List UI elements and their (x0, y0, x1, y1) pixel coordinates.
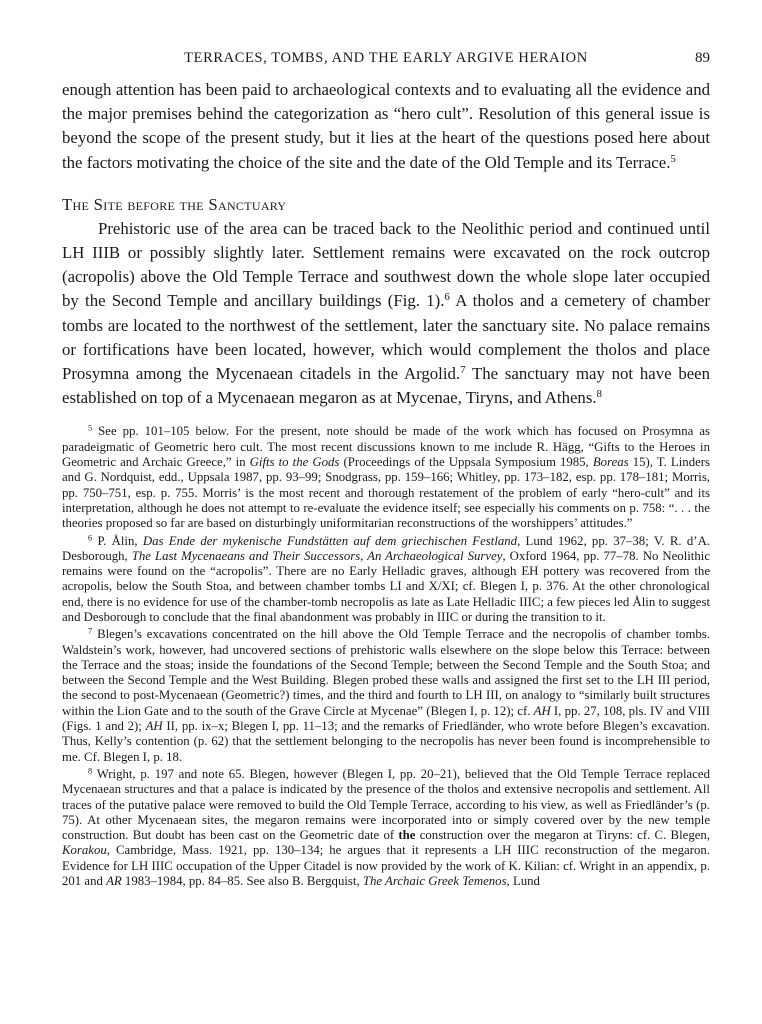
footnote-number: 5 (88, 423, 93, 433)
footnote-text: I, pp. 27, 108, pls. IV and VIII (Figs. 1 and 2); (62, 703, 711, 734)
footnote-text: (Proceedings of the Uppsala Symposium 1985, (339, 455, 593, 470)
section-heading: The Site before the Sanctuary (62, 194, 287, 214)
footnote-text: Blegen’s excavations concentrated on the hill above the Old Temple Terrace and the necropolis of chamber tombs. Waldstein’s work, however, had uncovered sections of prehistoric walls elsewhere on the slope below this Terrace: between the Terrace and the stoas; inside the foundations of the Second Temple; between the Second Temple and the South Stoa; and between the Second Temple and the West Building. Blegen probed these walls and assigned the first set to the LH III period, the second to post-Mycenaean (Geometric?) times, and the third and fourth to LH III, on analogy to “similarly built structures within the Lion Gate and to the south of the Grave Circle at Mycenae” (Blegen I, p. 12); cf. (62, 627, 710, 718)
footnote-bold: the (398, 828, 416, 843)
footnote-title: The Last Mycenaeans and Their Successors, An Archaeological Survey (131, 548, 503, 563)
site-text-3: The sanctuary may not have been established on top of a Mycenaean megaron as at Mycenae, Tiryns, and Athens. (62, 364, 710, 408)
site-text-1: Prehistoric use of the area can be traced back to the Neolithic period and continued until LH IIIB or possibly slightly later. Settlement remains were excavated on the rock outcrop (acropolis) above the Old Temple Terrace and southwest down the whole slope later occupied by the Second Temple and ancillary buildings (Fig. 1). (62, 218, 710, 311)
running-title: TERRACES, TOMBS, AND THE EARLY ARGIVE HERAION (184, 50, 588, 66)
footnote-title: AH (145, 719, 163, 734)
intro-paragraph (62, 78, 710, 175)
footnote-text: 1983–1984, pp. 84–85. See also B. Bergquist, (121, 874, 363, 889)
page-number: 89 (695, 50, 710, 66)
footnote-text: See pp. 101–105 below. For the present, note should be made of the work which has focused on Prosymna as paradeigmatic of Geometric hero cult. The most recent discussions known to me include R. Hägg, “Gifts to the Heroes in Geometric and Archaic Greece,” in (62, 424, 711, 470)
site-text-2: A tholos and a cemetery of chamber tombs are located to the northwest of the settlement, later the sanctuary site. No palace remains or fortifications have been located, however, which would complement the tholos and place Prosymna among the Mycenaean citadels in the Argolid. (62, 291, 710, 384)
footnote-number: 8 (88, 766, 93, 776)
footnote-text: , Oxford 1964, pp. 77–78. No Neolithic remains were found on the “acropolis”. There are no Early Helladic graves, although EH pottery was recovered from the acropolis, below the South Stoa, and between chamber tombs LI and X/XI; cf. Blegen I, p. 376. At the other chronological end, there is no evidence for use of the chamber-tomb necropolis as late as Late Helladic IIIC; a few pieces led Ålin to suggest and Desborough to conclude that the final abandonment was probably in IIIC or during the transition to it. (62, 548, 710, 624)
footnote-title: Boreas (592, 455, 629, 470)
intro-text: enough attention has been paid to archaeological contexts and to evaluating all the evidence and the major premises behind the categorization as “hero cult”. Resolution of this general issue is beyond the scope of the present study, but it lies at the heart of the questions posed here about the factors motivating the choice of the site and the date of the Old Temple and its Terrace. (62, 80, 710, 172)
footnote-text: Wright, p. 197 and note 65. Blegen, however (Blegen I, pp. 20–21), believed that the Old Temple Terrace replaced Mycenaean structures and that a palace is indicated by the presence of the tholos and extensive necropolis and settlement. All traces of the putative palace were removed to build the Old Temple Terrace, according to his view, as well as Friedländer’s (p. 75). At other Mycenaean sites, the megaron remains were incorporated into or simply covered over by the new temple construction. But doubt has been cast on the Geometric date of (62, 766, 710, 843)
footnote-number: 7 (88, 626, 93, 636)
footnote-text: , Cambridge, Mass. 1921, pp. 130–134; he argues that it represents a LH IIIC reconstruction of the megaron. Evidence for LH IIIC occupation of the Upper Citadel is now provided by the work of K. Kilian: cf. Wright in an appendix, p. 201 and (62, 843, 710, 889)
site-paragraph (62, 217, 710, 411)
footnote-title: Korakou (62, 843, 107, 858)
footnote-ref[interactable]: 7 (460, 364, 466, 377)
footnote-text: , Lund (506, 874, 540, 889)
footnote-text: II, pp. ix–x; Blegen I, pp. 11–13; and the remarks of Friedländer, who wrote before Blegen’s excavation. Thus, Kelly’s contention (p. 62) that the settlement belonging to the necropolis has never been found is incomprehensible to me. Cf. Blegen I, p. 18. (62, 719, 710, 764)
footnote-title: The Archaic Greek Temenos (362, 874, 507, 889)
footnote-text: P. Ålin, (97, 533, 143, 548)
footnote-7 (62, 627, 710, 765)
footnote-5 (62, 424, 710, 531)
footnote-title: AH (533, 703, 551, 718)
footnote-ref[interactable]: 5 (670, 152, 676, 165)
footnote-ref[interactable]: 6 (444, 291, 450, 304)
footnote-ref[interactable]: 8 (596, 388, 602, 401)
footnote-title: AR (106, 874, 122, 889)
footnote-title: Gifts to the Gods (249, 455, 340, 470)
footnote-6 (62, 534, 710, 626)
footnote-number: 6 (88, 532, 93, 542)
book-page (62, 50, 710, 891)
footnote-title: Das Ende der mykenische Fundstätten auf dem griechischen Festland (142, 533, 518, 548)
footnote-text: , Lund 1962, pp. 37–38; V. R. d’A. Desborough, (62, 533, 711, 563)
footnote-text: construction over the megaron at Tiryns: cf. C. Blegen, (415, 828, 710, 843)
footnote-text: 15), T. Linders and G. Nordquist, edd., Uppsala 1987, pp. 93–99; Snodgrass, pp. 159–166; Whitley, pp. 173–182, esp. pp. 178–181; Morris, pp. 750–751, esp. p. 755. Morris’ is the most recent and thorough restatement of the problem of early “hero-cult” and its interpretation, although he does not attempt to re-evaluate the evidence itself; see especially his comments on p. 758: “. . . the theories proposed so far are based on disturbingly uniformitarian reconstructions of the worshippers’ attitudes.” (62, 455, 711, 531)
running-header (62, 50, 710, 74)
footnote-8 (62, 767, 710, 889)
footnotes (62, 424, 710, 889)
